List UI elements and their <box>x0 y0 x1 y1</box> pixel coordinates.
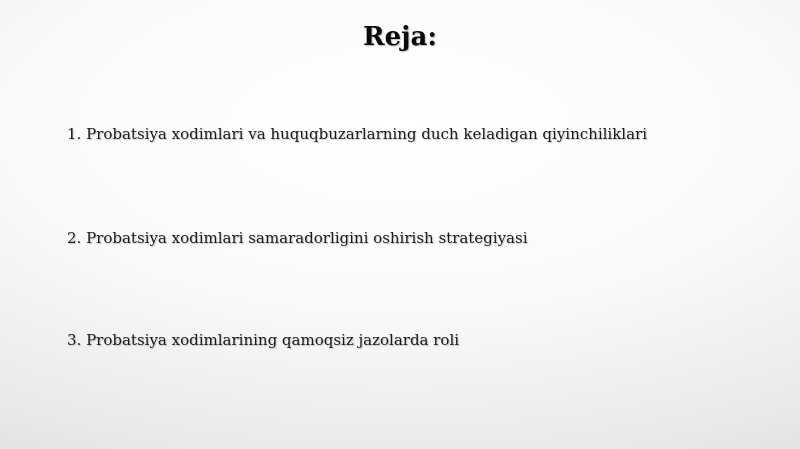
plan-item-1: 1. Probatsiya xodimlari va huquqbuzarlarning duch keladigan qiyinchiliklari <box>67 125 648 143</box>
plan-item-2: 2. Probatsiya xodimlari samaradorligini oshirish strategiyasi <box>67 229 528 247</box>
slide-title: Reja: <box>362 22 437 52</box>
plan-item-3: 3. Probatsiya xodimlarining qamoqsiz jazolarda roli <box>67 331 460 349</box>
